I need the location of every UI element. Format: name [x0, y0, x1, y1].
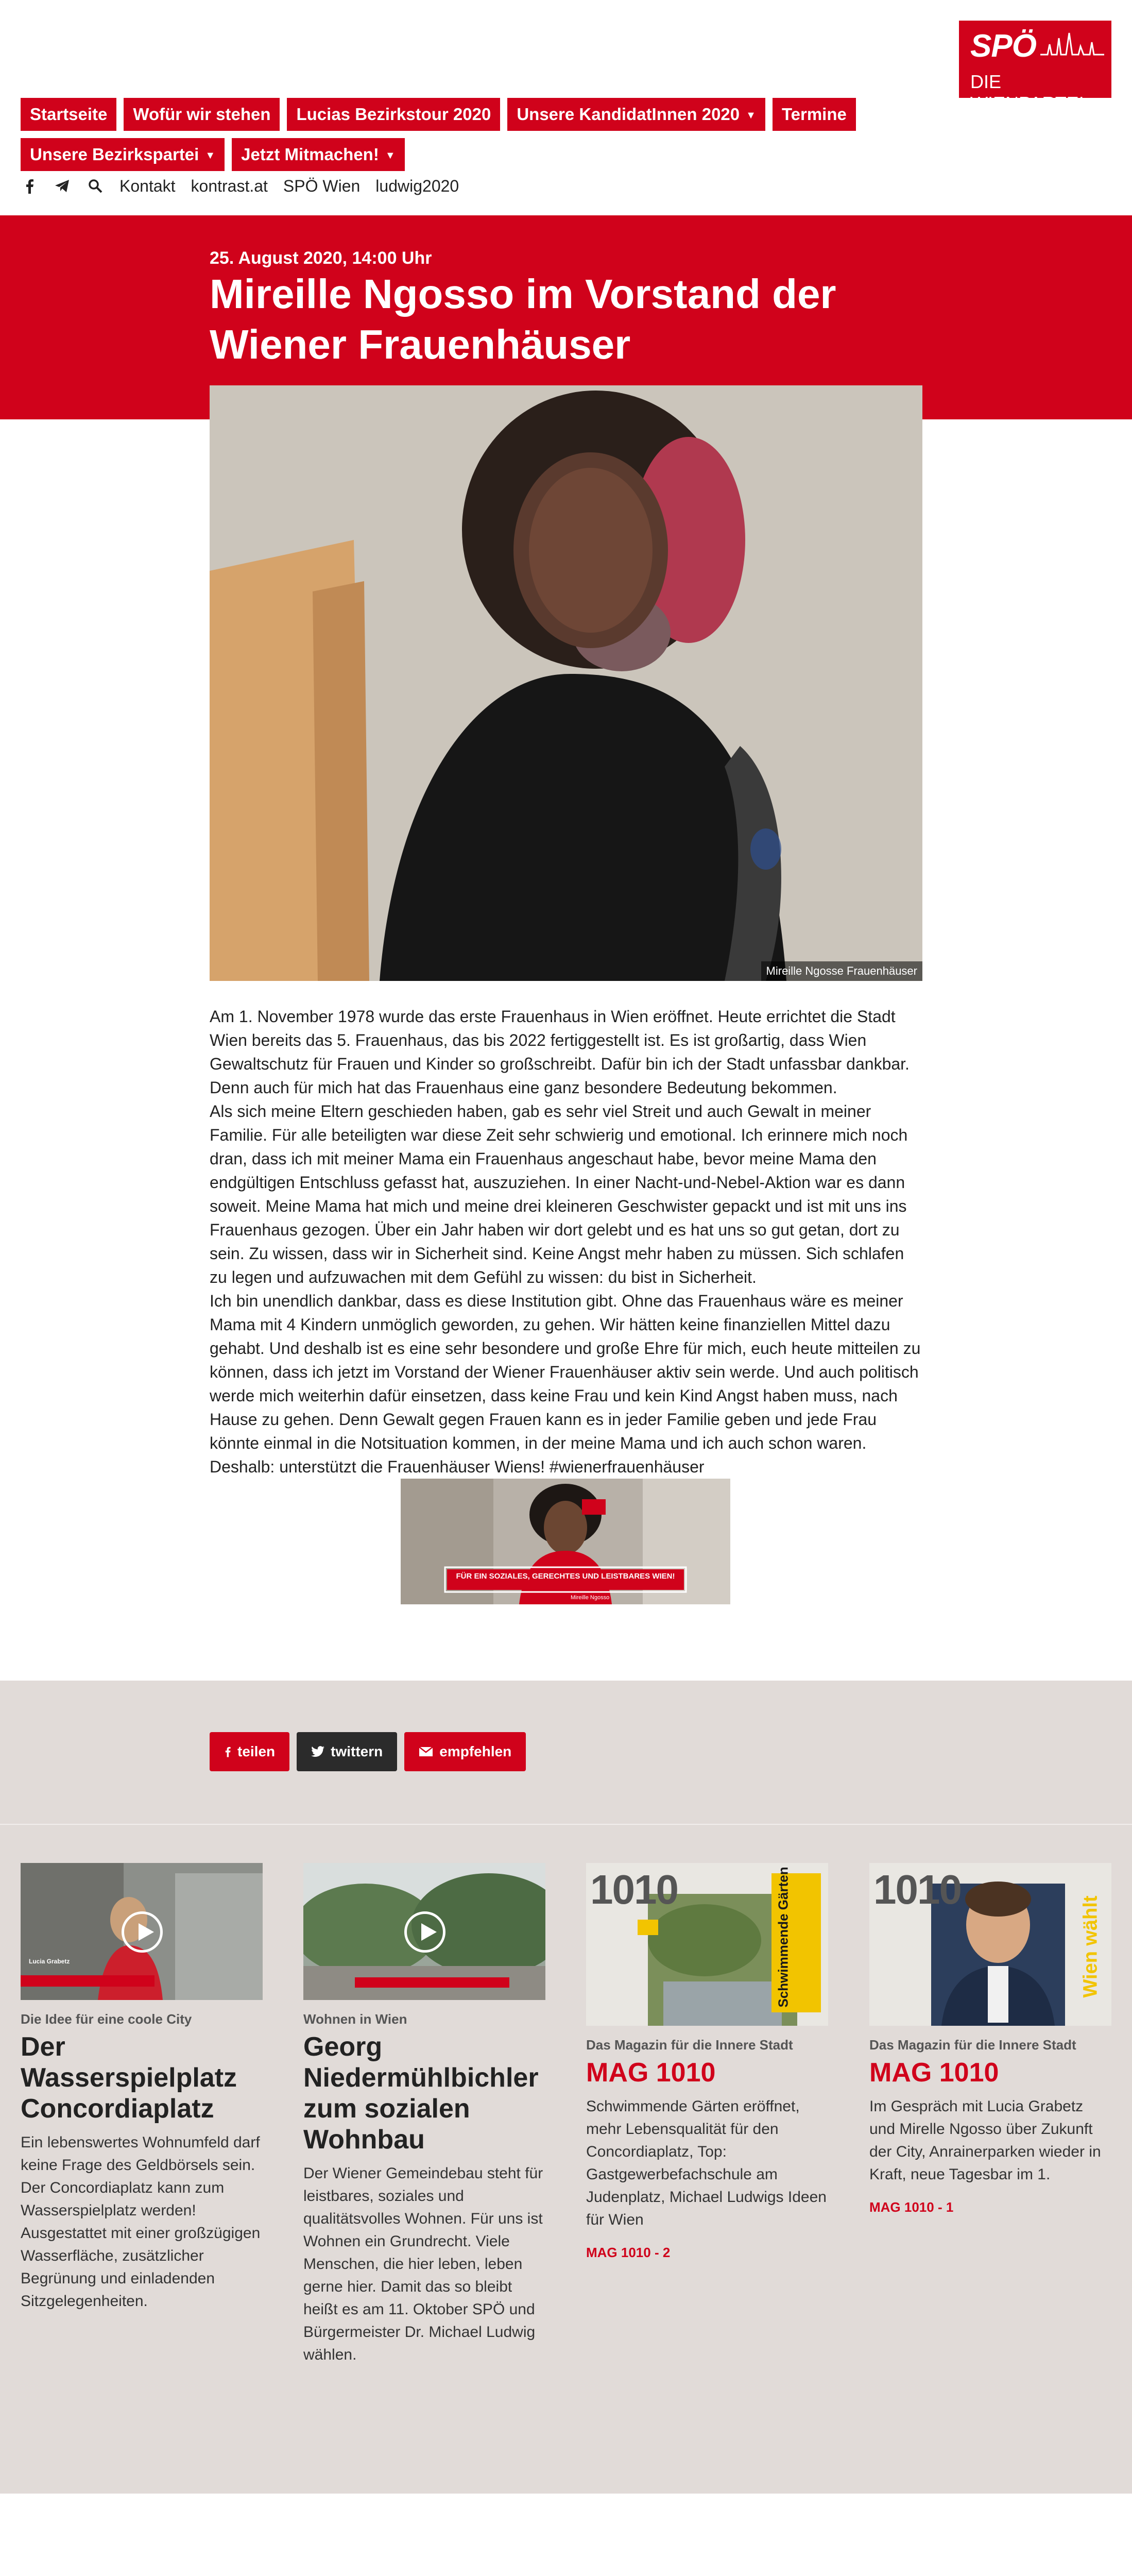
play-icon[interactable]: [122, 1911, 163, 1953]
card-kicker: Das Magazin für die Innere Stadt: [869, 2037, 1076, 2053]
photo-caption: Mireille Ngosse Frauenhäuser: [761, 961, 922, 981]
nav-item-wofuer[interactable]: Wofür wir stehen: [124, 98, 280, 131]
teaser-card[interactable]: [586, 1863, 828, 2261]
share-email-button[interactable]: empfehlen: [404, 1732, 526, 1771]
cover-headline: Wien wählt: [1079, 1895, 1102, 1998]
article-body: [210, 1005, 922, 1479]
share-facebook-button[interactable]: teilen: [210, 1732, 289, 1771]
article-paragraph: Ich bin unendlich dankbar, dass es diese Institution gibt. Ohne das Frauenhaus wäre es meiner Mama mit 4 Kindern unmöglich geworden, zu gehen. Wir hätten keine finanziellen Mittel dazu gehabt. Und deshalb ist es eine sehr besondere und große Ehre für mich, euch heute mitteilen zu können, dass ich jetzt im Vorstand der Wiener Frauenhäuser aktiv sein werde. Und auch politisch werde mich weiterhin dafür einsetzen, dass keine Frau und kein Kind Angst haben muss, nach Hause zu gehen. Denn Gewalt gegen Frauen kann es in jeder Familie geben und jede Frau könnte einmal in die Notsituation kommen, in der meine Mama und ich auch schon waren.: [210, 1292, 921, 1452]
nav-item-bezirkstour[interactable]: Lucias Bezirkstour 2020: [287, 98, 500, 131]
card-title[interactable]: MAG 1010: [869, 2058, 999, 2088]
cover-number: 1010: [873, 1867, 961, 1912]
card-link[interactable]: MAG 1010 - 2: [586, 2245, 671, 2260]
facebook-icon[interactable]: [21, 177, 38, 195]
video-thumbnail[interactable]: [21, 1863, 263, 2000]
play-icon[interactable]: [404, 1911, 445, 1953]
teaser-card[interactable]: [303, 1863, 545, 2366]
cover-headline: Schwimmende Gärten: [775, 1867, 791, 2008]
card-title[interactable]: MAG 1010: [586, 2058, 716, 2088]
nav-item-kandidatinnen[interactable]: Unsere KandidatInnen 2020 ▼: [507, 98, 765, 131]
article-paragraph: Als sich meine Eltern geschieden haben, gab es sehr viel Streit und auch Gewalt in meiner Familie. Für alle beteiligten war diese Zeit sehr schwierig und emotional. Ich erinnere mich noch dran, dass ich mit meiner Mama ein Frauenhaus angeschaut habe, bevor meine Mama den endgültigen Entschluss gefasst hat, auszuziehen. In einer Nacht-und-Nebel-Aktion war es dann soweit. Meine Mama hat mich und meine drei kleineren Geschwister gepackt und ist mit uns ins Frauenhaus gezogen. Über ein Jahr haben wir dort gelebt und es hat uns so gut getan, dort zu sein. Zu wissen, dass wir in Sicherheit sind. Keine Angst mehr haben zu müssen. Sich schlafen zu legen und aufzuwachen mit dem Gefühl zu wissen: du bist in Sicherheit.: [210, 1102, 908, 1286]
campaign-slogan: FÜR EIN SOZIALES, GERECHTES UND LEISTBARES WIEN!: [456, 1572, 675, 1581]
article-date: 25. August 2020, 14:00 Uhr: [210, 248, 432, 268]
article-title: Mireille Ngosso im Vorstand der Wiener Frauenhäuser: [210, 271, 836, 367]
teaser-card[interactable]: [869, 1863, 1111, 2215]
portrait-image: [210, 385, 922, 981]
secondary-nav: [21, 174, 459, 198]
card-description: Schwimmende Gärten eröffnet, mehr Lebensqualität für den Concordiaplatz, Top: Gastgewerbefachschule am Judenplatz, Michael Ludwigs Ideen für Wien: [586, 2098, 827, 2228]
nav-item-bezirkspartei[interactable]: Unsere Bezirkspartei ▼: [21, 138, 225, 171]
article-paragraph: Deshalb: unterstützt die Frauenhäuser Wiens! #wienerfrauenhäuser: [210, 1458, 705, 1476]
cover-number: 1010: [590, 1867, 678, 1912]
link-ludwig2020[interactable]: ludwig2020: [375, 176, 459, 195]
article-paragraph: Am 1. November 1978 wurde das erste Frauenhaus in Wien eröffnet. Heute errichtet die Stadt Wien bereits das 5. Frauenhaus, das bis 2022 fertiggestellt ist. Es ist großartig, dass Wien Gewaltschutz für Frauen und Kinder so großschreibt. Dafür bin ich der Stadt unfassbar dankbar. Denn auch für mich hat das Frauenhaus eine ganz besondere Bedeutung bekommen.: [210, 1007, 910, 1097]
facebook-icon: [224, 1745, 231, 1758]
link-spoe-wien[interactable]: SPÖ Wien: [283, 176, 361, 195]
link-kontakt[interactable]: Kontakt: [119, 176, 176, 195]
chevron-down-icon: ▼: [746, 110, 756, 122]
city-skyline-icon: [1040, 29, 1104, 65]
card-kicker: Das Magazin für die Innere Stadt: [586, 2037, 793, 2053]
card-description: Der Wiener Gemeindebau steht für leistbares, soziales und qualitätsvolles Wohnen. Für uns ist Wohnen ein Grundrecht. Viele Menschen, die hier leben, leben gerne hier. Damit das so bleibt heißt es am 11. Oktober SPÖ und Bürgermeister Dr. Michael Ludwig wählen.: [303, 2165, 543, 2363]
thumbnail-name: Lucia Grabetz: [29, 1958, 70, 1965]
card-link[interactable]: MAG 1010 - 1: [869, 2199, 954, 2215]
card-kicker: Wohnen in Wien: [303, 2011, 407, 2027]
share-twitter-button[interactable]: twittern: [297, 1732, 397, 1771]
telegram-icon[interactable]: [54, 177, 71, 195]
search-icon[interactable]: [87, 177, 104, 195]
article-photo: [210, 385, 922, 981]
card-description: Ein lebenswertes Wohnumfeld darf keine Frage des Geldbörsels sein. Der Concordiaplatz kann zum Wasserspielplatz werden! Ausgestattet mit einer großzügigen Wasserfläche, zusätzlicher Begrünung und einladenden Sitzgelegenheiten.: [21, 2134, 261, 2310]
card-title[interactable]: Der Wasserspielplatz Concordiaplatz: [21, 2032, 237, 2124]
link-kontrast[interactable]: kontrast.at: [191, 176, 268, 195]
mail-icon: [419, 1747, 433, 1757]
magazine-cover[interactable]: [869, 1863, 1111, 2026]
campaign-name: Mireille Ngosso: [571, 1595, 610, 1601]
logo-subtext: DIE WIENPARTEI.: [970, 71, 1089, 114]
card-title[interactable]: Georg Niedermühlbichler zum sozialen Wohnbau: [303, 2032, 539, 2155]
brand-logo[interactable]: [959, 21, 1111, 114]
share-section: [0, 1681, 1132, 1824]
card-kicker: Die Idee für eine coole City: [21, 2011, 192, 2027]
nav-item-mitmachen[interactable]: Jetzt Mitmachen! ▼: [232, 138, 405, 171]
campaign-image: [401, 1479, 730, 1604]
logo-text: SPÖ: [970, 28, 1036, 64]
chevron-down-icon: ▼: [205, 150, 216, 162]
teaser-card[interactable]: [21, 1863, 263, 2313]
twitter-icon: [311, 1746, 324, 1757]
chevron-down-icon: ▼: [385, 150, 396, 162]
video-thumbnail[interactable]: [303, 1863, 545, 2000]
card-description: Im Gespräch mit Lucia Grabetz und Mirelle Ngosso über Zukunft der City, Anrainerparken wieder in Kraft, neue Tagesbar im 1.: [869, 2098, 1101, 2183]
nav-item-termine[interactable]: Termine: [773, 98, 856, 131]
share-buttons: [210, 1732, 526, 1771]
nav-item-startseite[interactable]: Startseite: [21, 98, 116, 131]
campaign-photo: [401, 1479, 730, 1604]
magazine-cover[interactable]: [586, 1863, 828, 2026]
main-nav: [21, 98, 1045, 171]
